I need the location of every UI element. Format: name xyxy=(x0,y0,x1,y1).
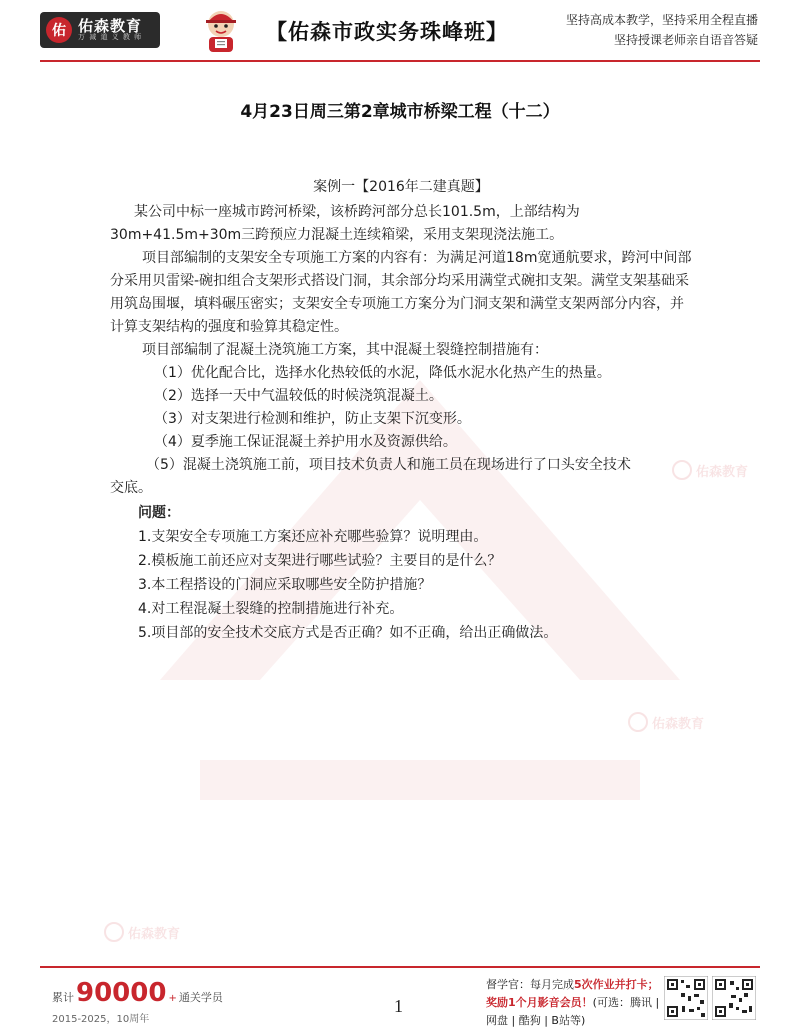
measure-item: （5）混凝土浇筑施工前，项目技术负责人和施工员在现场进行了口头安全技术 xyxy=(146,457,631,473)
stats-years: 2015-2025，10周年 xyxy=(52,1014,150,1025)
watermark-logo-icon xyxy=(628,712,648,732)
qr-code-icon[interactable] xyxy=(664,976,708,1020)
stats-label: 累计 xyxy=(52,991,74,1004)
stats-unit: 通关学员 xyxy=(178,991,223,1004)
student-stats xyxy=(52,978,223,1025)
promo-rest-1: (可选：腾讯 | xyxy=(592,996,660,1009)
questions-heading: 问题： xyxy=(138,505,180,521)
question-item: 1.支架安全专项施工方案还应补充哪些验算？说明理由。 xyxy=(138,529,488,545)
question-item: 3.本工程搭设的门洞应采取哪些安全防护措施？ xyxy=(138,577,432,593)
question-item: 5.项目部的安全技术交底方式是否正确？如不正确，给出正确做法。 xyxy=(138,625,558,641)
logo-subtitle: 万 减 道 义 教 师 xyxy=(78,33,143,42)
stats-plus: + xyxy=(168,993,177,1004)
logo-text xyxy=(78,18,142,42)
page-number: 1 xyxy=(394,996,403,1016)
logo-name: 佑森教育 xyxy=(78,16,143,35)
slogan-line-2: 坚持授课老师亲自语音答疑 xyxy=(613,33,758,47)
watermark-text: 佑森教育 xyxy=(696,464,749,480)
logo-mark-icon: 佑 xyxy=(46,17,72,43)
watermark-text: 佑森教育 xyxy=(652,716,705,732)
measure-item: （4）夏季施工保证混凝土养护用水及资源供给。 xyxy=(154,434,457,450)
brand-logo xyxy=(40,12,160,48)
slogan-line-1: 坚持高成本教学，坚持采用全程直播 xyxy=(565,13,758,27)
paragraph-1-continued: 30m+41.5m+30m三跨预应力混凝土连续箱梁，采用支架现浇法施工。 xyxy=(110,227,564,243)
paragraph-3: 项目部编制了混凝土浇筑施工方案，其中混凝土裂缝控制措施有： xyxy=(142,342,548,358)
measure-item: （2）选择一天中气温较低的时候浇筑混凝土。 xyxy=(154,388,443,404)
page-title: 4月23日周三第2章城市桥梁工程（十二） xyxy=(240,102,560,122)
paragraph-2: 项目部编制的支架安全专项施工方案的内容有：为满足河道18m宽通航要求，跨河中间部分采用贝雷梁-碗扣组合支架形式搭设门洞，其余部分均采用满堂式碗扣支架。满堂支架基础采用筑岛围堰，填料碾压密实；支架安全专项施工方案分为门洞支架和满堂支架两部分内容，并计算支架结构的强度和验算其稳定性。 xyxy=(110,250,692,335)
mascot-icon xyxy=(196,6,246,56)
footer-divider xyxy=(40,966,760,968)
promo-text xyxy=(486,976,662,1030)
header-divider xyxy=(40,60,760,62)
case-content xyxy=(106,176,696,645)
qr-code-icon[interactable] xyxy=(712,976,756,1020)
promo-highlight-2: 奖励1个月影音会员！ xyxy=(486,996,593,1009)
slogan xyxy=(566,10,758,50)
watermark xyxy=(104,922,180,942)
promo-highlight-1: 5次作业并打卡； xyxy=(574,978,659,991)
measure-item: （3）对支架进行检测和维护，防止支架下沉变形。 xyxy=(154,411,471,427)
promo-rest-2: 网盘 | 酷狗 | B站等) xyxy=(486,1014,586,1027)
measure-item-continued: 交底。 xyxy=(110,480,152,496)
header-title: 【佑森市政实务珠峰班】 xyxy=(266,20,508,44)
stats-row xyxy=(52,978,223,1008)
watermark-text: 佑森教育 xyxy=(128,926,181,942)
watermark xyxy=(628,712,704,732)
measure-item: （1）优化配合比，选择水化热较低的水泥，降低水泥水化热产生的热量。 xyxy=(154,365,611,381)
header xyxy=(0,0,800,60)
promo-prefix: 督学官：每月完成 xyxy=(486,978,574,991)
paragraph-1: 某公司中标一座城市跨河桥梁，该桥跨河部分总长101.5m，上部结构为 xyxy=(134,204,580,220)
watermark-logo-icon xyxy=(104,922,124,942)
question-item: 2.模板施工前还应对支架进行哪些试验？主要目的是什么？ xyxy=(138,553,502,569)
case-heading: 案例一【2016年二建真题】 xyxy=(313,179,489,195)
question-item: 4.对工程混凝土裂缝的控制措施进行补充。 xyxy=(138,601,404,617)
stats-number: 90000 xyxy=(76,978,167,1008)
